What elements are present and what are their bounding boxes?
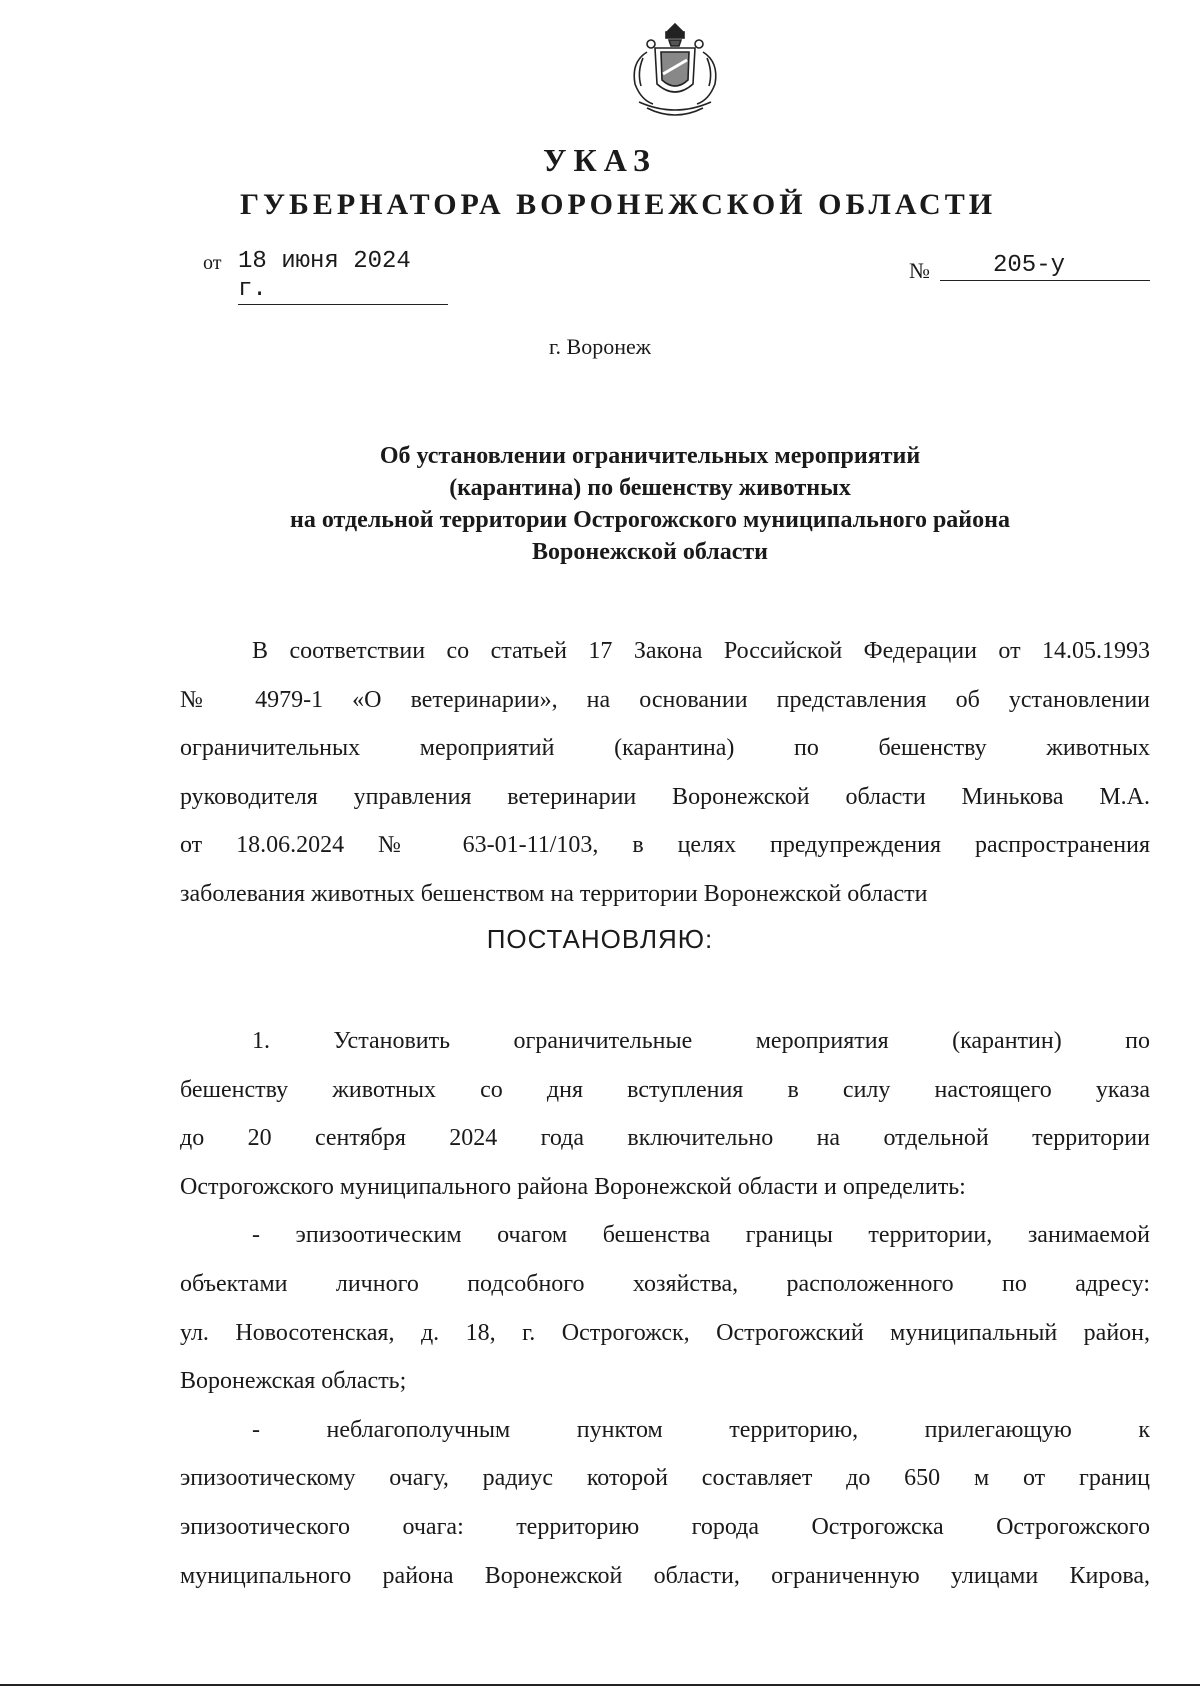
subject-line: Воронежской области	[532, 539, 768, 565]
coat-of-arms-emblem	[617, 22, 733, 124]
body-line: - эпизоотическим очагом бешенства границы территории, занимаемой	[252, 1222, 1150, 1249]
document-number: 205-у	[940, 252, 1150, 281]
document-city: г. Воронеж	[549, 334, 651, 359]
body-line: бешенству животных со дня вступления в силу настоящего указа	[180, 1076, 1150, 1103]
preamble-line: № 4979-1 «О ветеринарии», на основании представления об установлении	[180, 686, 1150, 713]
body-line: эпизоотическому очагу, радиус которой составляет до 650 м от границ	[180, 1465, 1150, 1492]
subject-line: Об установлении ограничительных мероприятий	[379, 443, 921, 469]
preamble-line: от 18.06.2024 № 63-01-11/103, в целях предупреждения распространения	[180, 832, 1150, 859]
body-line: до 20 сентября 2024 года включительно на отдельной территории	[180, 1125, 1150, 1152]
body-line: Воронежская область;	[180, 1368, 407, 1395]
body-line: - неблагополучным пунктом территорию, прилегающую к	[252, 1416, 1150, 1443]
preamble-line: ограничительных мероприятий (карантина) по бешенству животных	[180, 735, 1150, 762]
document-subtitle: ГУБЕРНАТОРА ВОРОНЕЖСКОЙ ОБЛАСТИ	[239, 188, 997, 221]
document-subject	[150, 440, 1150, 568]
body-line: эпизоотического очага: территорию города Острогожска Острогожского	[180, 1513, 1150, 1540]
body-line: Острогожского муниципального района Воронежской области и определить:	[180, 1173, 966, 1200]
preamble-paragraph	[180, 627, 1150, 919]
preamble-line: заболевания животных бешенством на территории Воронежской области	[180, 880, 928, 907]
date-prefix: от	[203, 252, 222, 274]
body-line: ул. Новосотенская, д. 18, г. Острогожск, Острогожский муниципальный район,	[180, 1319, 1150, 1346]
body-line: объектами личного подсобного хозяйства, расположенного по адресу:	[180, 1270, 1150, 1297]
body-line: муниципального района Воронежской области, ограниченную улицами Кирова,	[180, 1562, 1150, 1589]
subject-line: (карантина) по бешенству животных	[449, 475, 851, 501]
number-prefix: №	[909, 258, 930, 283]
document-title: УКАЗ	[543, 142, 657, 178]
decree-word: ПОСТАНОВЛЯЮ:	[486, 924, 714, 954]
body-paragraphs	[180, 1017, 1150, 1600]
subject-line: на отдельной территории Острогожского муниципального района	[290, 507, 1010, 533]
body-line: 1. Установить ограничительные мероприятия (карантин) по	[252, 1028, 1150, 1054]
document-date: 18 июня 2024 г.	[238, 248, 448, 305]
preamble-line: руководителя управления ветеринарии Воронежской области Минькова М.А.	[180, 783, 1150, 810]
page-bottom-rule	[0, 1684, 1200, 1686]
preamble-line: В соответствии со статьей 17 Закона Российской Федерации от 14.05.1993	[252, 638, 1150, 664]
